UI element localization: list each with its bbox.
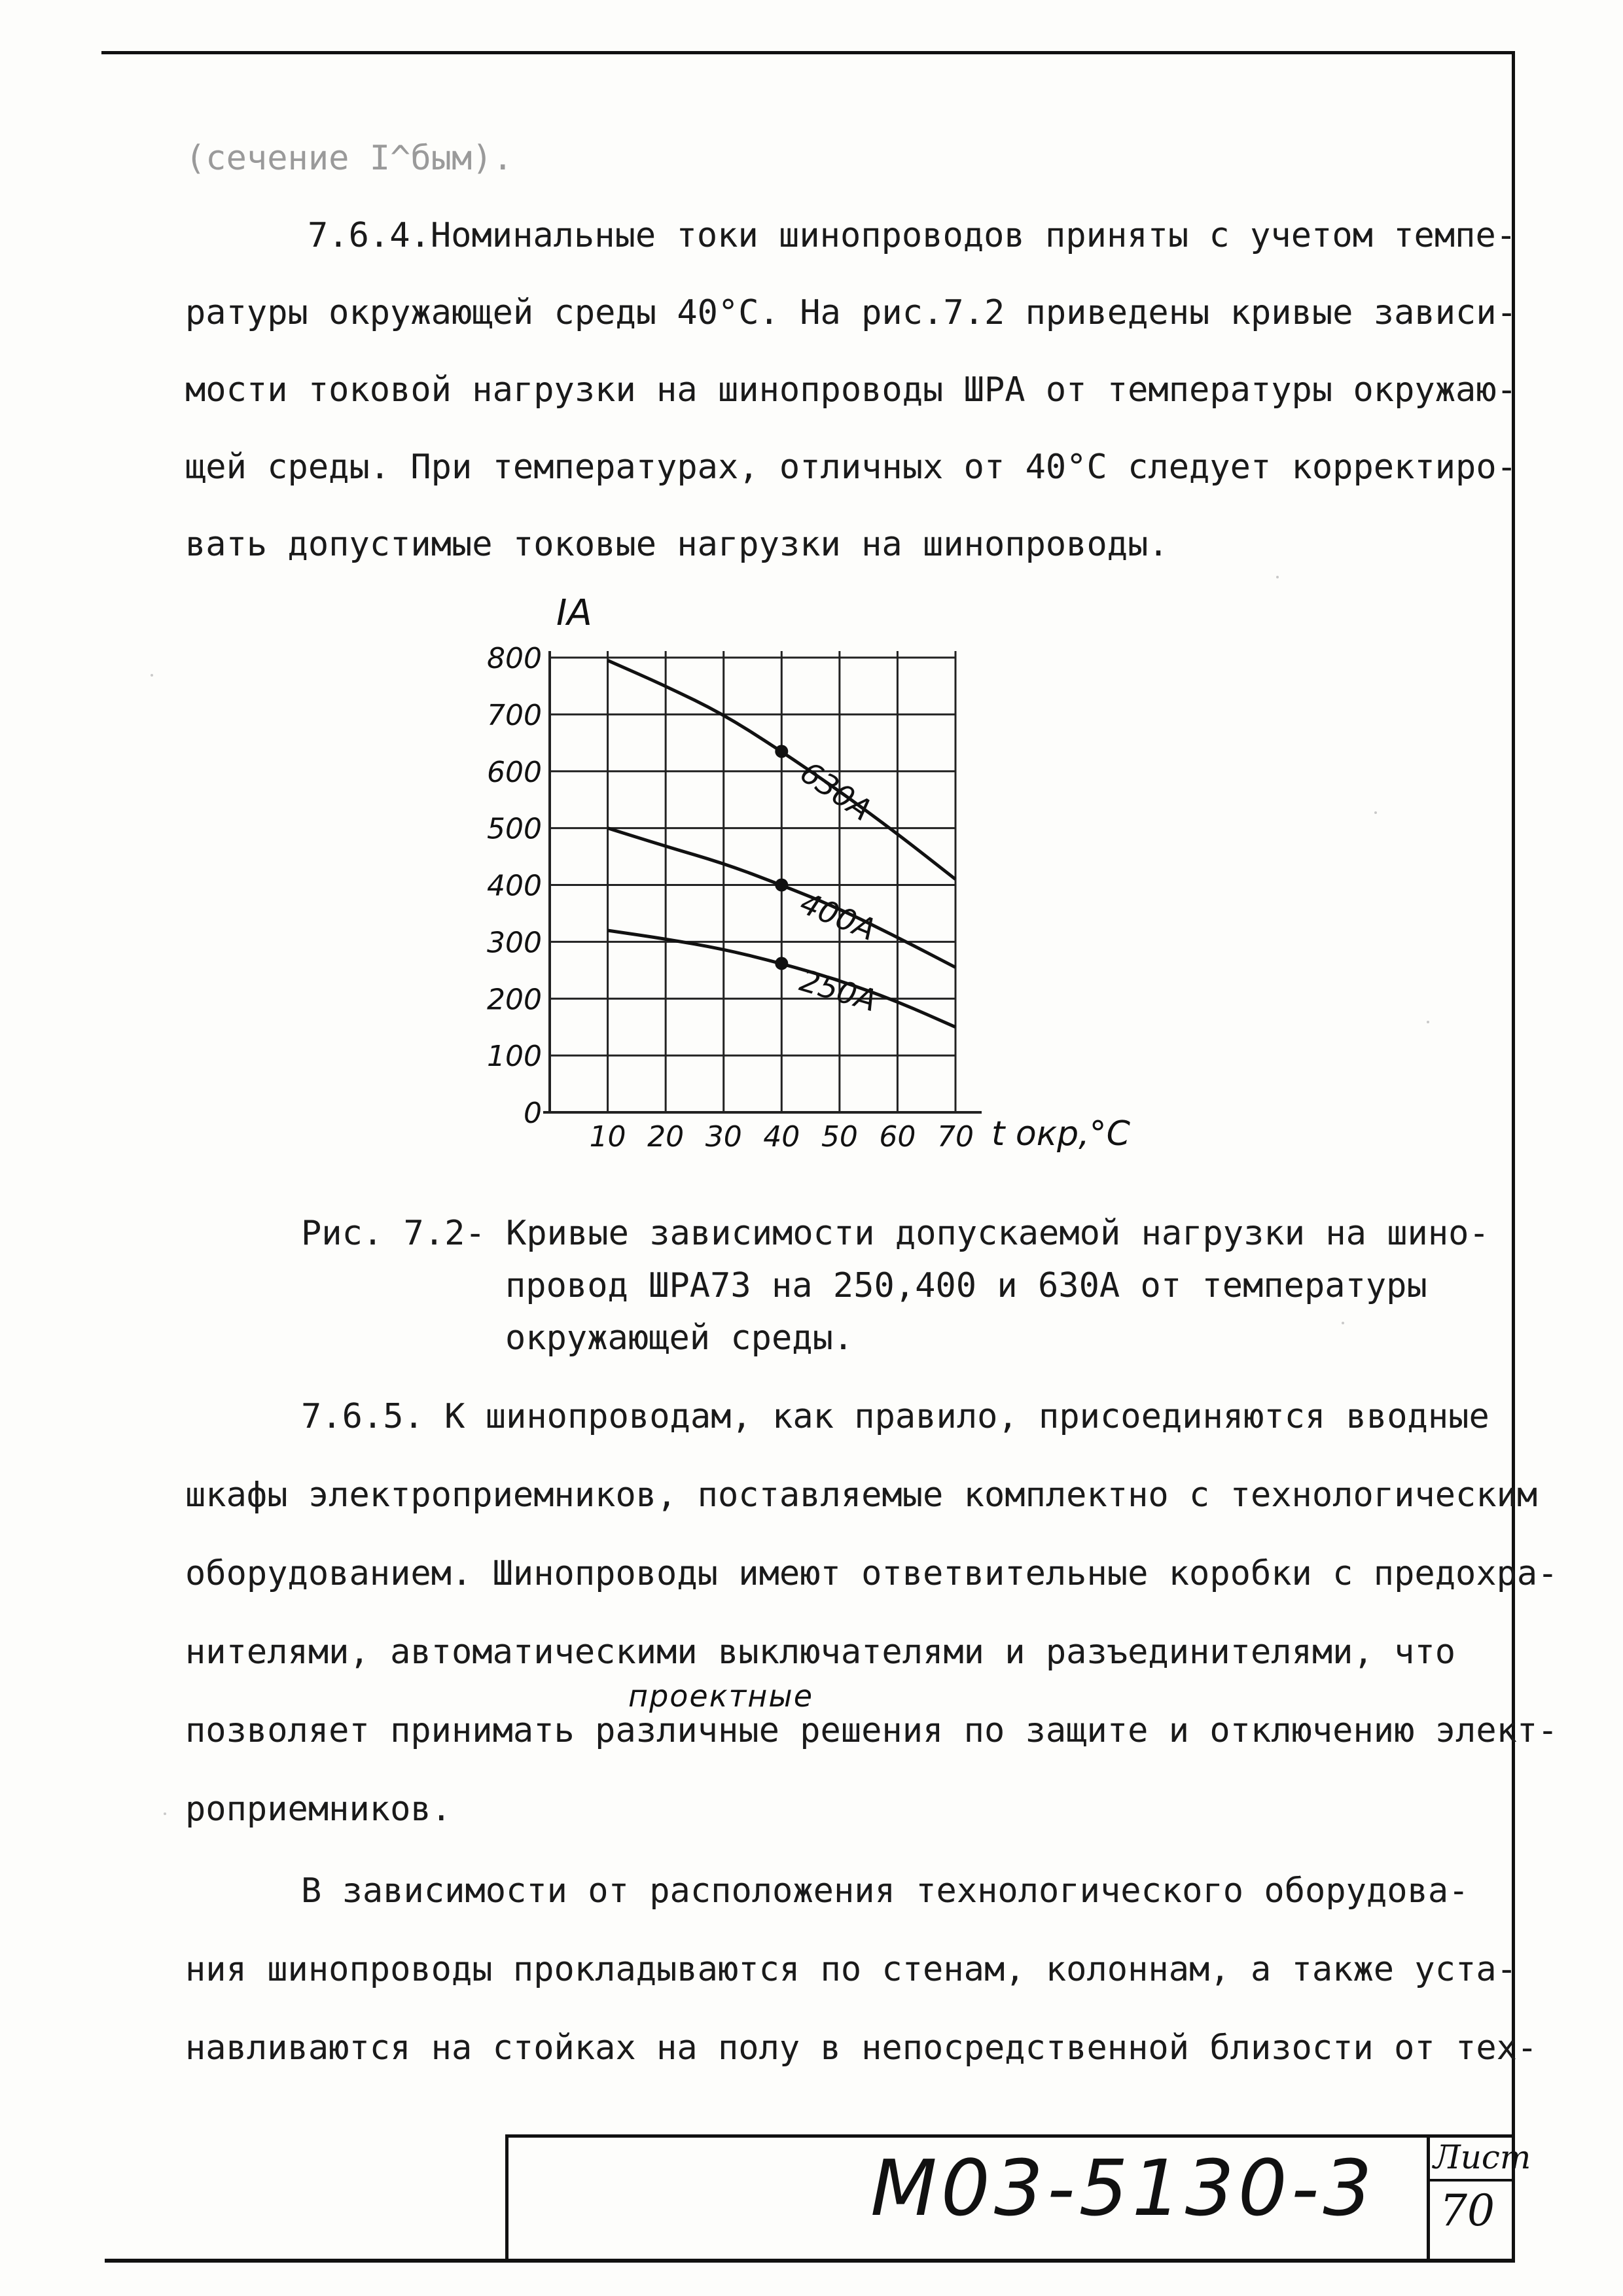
series-marker-250А — [775, 957, 788, 970]
p1-line-1: 7.6.4.Номинальные токи шинопроводов приняты с учетом темпе- — [308, 216, 1517, 255]
y-axis-label: IA — [556, 599, 592, 634]
sheet-label: Лист — [1433, 2138, 1531, 2176]
p1-line-2: ратуры окружающей среды 40°C. На рис.7.2 приведены кривые зависи- — [185, 293, 1517, 332]
p3-line-2: ния шинопроводы прокладываются по стенам, колоннам, а также уста- — [185, 1950, 1517, 1989]
p1-line-3: мости токовой нагрузки на шинопроводы ШРА от температуры окружаю- — [185, 370, 1517, 410]
y-tick-label: 300 — [487, 926, 542, 960]
x-tick-label: 50 — [821, 1120, 858, 1154]
p2-line-3: оборудованием. Шинопроводы имеют ответвительные коробки с предохра- — [185, 1554, 1558, 1593]
series-label-630А: 630А — [794, 754, 878, 828]
scan-speck — [1427, 1021, 1429, 1023]
figure-caption-line-1: Рис. 7.2- Кривые зависимости допускаемой нагрузки на шино- — [301, 1214, 1489, 1253]
document-code: М03-5130-3 — [870, 2143, 1376, 2233]
scan-speck — [1374, 811, 1377, 814]
load-temperature-chart — [458, 599, 1152, 1168]
x-tick-label: 10 — [589, 1120, 626, 1154]
series-label-250А: 250А — [796, 963, 881, 1019]
scan-speck — [1342, 1322, 1344, 1324]
series-label-400А: 400А — [795, 885, 881, 948]
scan-speck — [1276, 576, 1279, 578]
x-tick-label: 60 — [879, 1120, 916, 1154]
y-tick-label: 400 — [487, 869, 542, 903]
p3-line-1: В зависимости от расположения технологического оборудова- — [301, 1871, 1469, 1911]
x-tick-label: 20 — [647, 1120, 685, 1154]
frame-bottom-border — [105, 2259, 1515, 2263]
y-tick-label: 600 — [487, 755, 542, 789]
x-tick-label: 40 — [763, 1120, 800, 1154]
p2-line-1: 7.6.5. К шинопроводам, как правило, присоединяются вводные — [301, 1397, 1489, 1436]
y-tick-label: 200 — [487, 983, 542, 1017]
p2-line-5: позволяет принимать различные решения по защите и отключению элект- — [185, 1711, 1558, 1750]
scan-speck — [164, 1812, 166, 1815]
scan-speck — [151, 674, 153, 677]
p1-line-5: вать допустимые токовые нагрузки на шинопроводы. — [185, 525, 1169, 564]
p2-line-2: шкафы электроприемников, поставляемые комплектно с технологическим — [185, 1475, 1538, 1515]
x-tick-label: 70 — [937, 1120, 974, 1154]
p2-line-4: нителями, автоматическими выключателями и разъединителями, что — [185, 1633, 1456, 1672]
frame-top-border — [101, 51, 1515, 54]
series-marker-630А — [775, 745, 788, 758]
figure-caption-line-3: окружающей среды. — [505, 1318, 854, 1358]
y-tick-label: 800 — [487, 642, 542, 675]
p2-line-6: роприемников. — [185, 1790, 452, 1829]
y-tick-label: 700 — [487, 698, 542, 732]
sheet-number: 70 — [1440, 2185, 1495, 2236]
y-tick-label: 100 — [487, 1040, 542, 1074]
p3-line-3: навливаются на стойках на полу в непосредственной близости от тех- — [185, 2028, 1538, 2068]
handwritten-insert: проектные — [628, 1678, 813, 1714]
x-tick-label: 30 — [705, 1120, 742, 1154]
figure-caption-line-2: провод ШРА73 на 250,400 и 630А от температуры — [505, 1266, 1427, 1305]
chart-grid — [543, 651, 982, 1112]
x-axis-label: t окр,°C — [991, 1114, 1130, 1154]
series-marker-400А — [775, 879, 788, 892]
fragment-line: (сечение I^бым). — [185, 139, 513, 178]
p1-line-4: щей среды. При температурах, отличных от 40°C следует корректиро- — [185, 448, 1517, 487]
y-tick-label: 500 — [487, 812, 542, 846]
y-tick-label: 0 — [524, 1097, 542, 1130]
title-block-sheet-separator — [1427, 2179, 1512, 2181]
title-block-divider — [1427, 2134, 1430, 2259]
